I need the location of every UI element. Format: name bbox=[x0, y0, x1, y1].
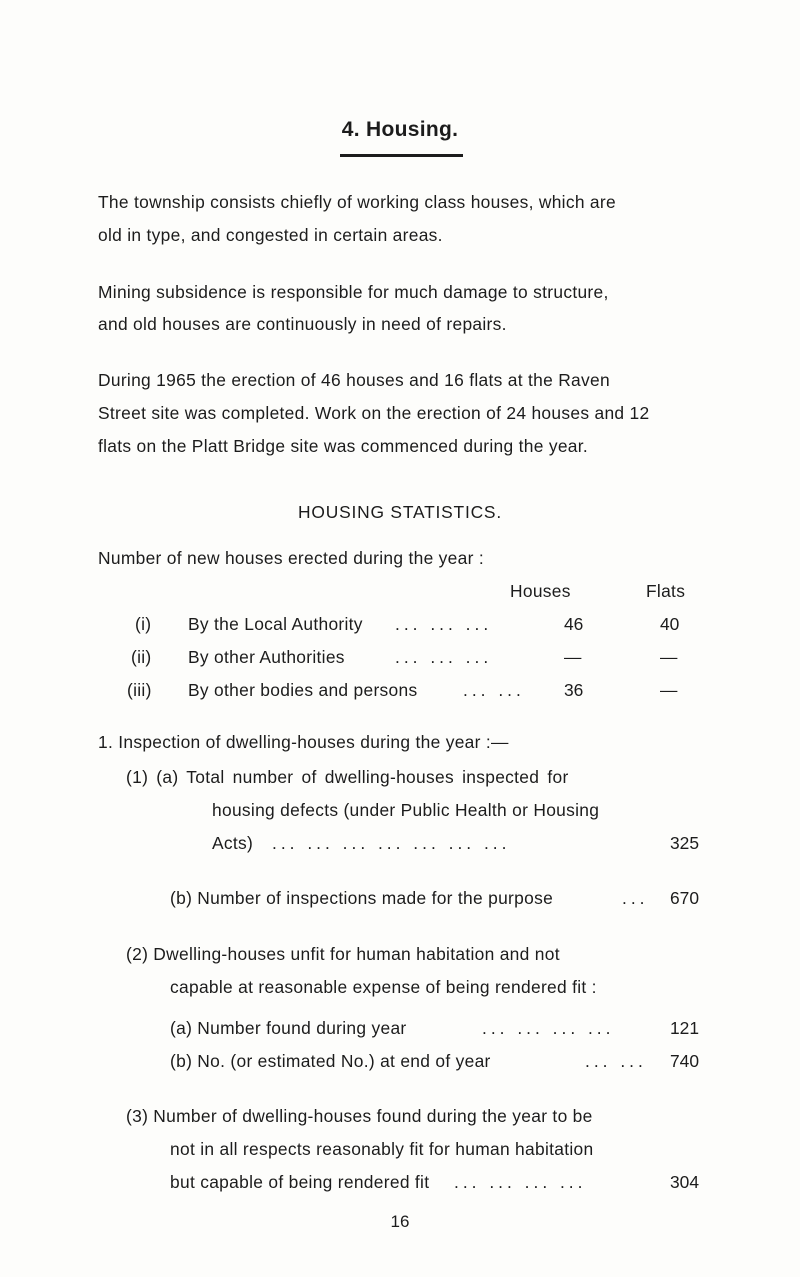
dot-leader: ... ... ... ... bbox=[454, 1172, 587, 1192]
paragraph-3-line-1: During 1965 the erection of 46 houses and 16 flats at the Raven bbox=[98, 370, 610, 390]
item-1a-line-2: housing defects (under Public Health or Housing bbox=[212, 800, 600, 820]
item-2-line-2: capable at reasonable expense of being rendered fit : bbox=[170, 977, 597, 997]
dot-leader: ... bbox=[622, 888, 649, 908]
row-number: (ii) bbox=[131, 647, 152, 667]
item-1a-line-1: (1) (a) Total number of dwelling-houses inspected for bbox=[126, 767, 569, 787]
item-1b-value: 670 bbox=[670, 888, 700, 908]
item-2b-value: 740 bbox=[670, 1051, 700, 1071]
row-number: (iii) bbox=[127, 680, 152, 700]
paragraph-3-line-3: flats on the Platt Bridge site was commenced during the year. bbox=[98, 436, 589, 456]
column-header-flats: Flats bbox=[646, 581, 686, 601]
item-2a-value: 121 bbox=[670, 1018, 700, 1038]
houses-value: 36 bbox=[564, 680, 584, 700]
houses-value: — bbox=[564, 647, 582, 667]
item-1a-value: 325 bbox=[670, 833, 700, 853]
item-1a-line-3: Acts) bbox=[212, 833, 254, 853]
section-heading: 4. Housing. bbox=[341, 118, 459, 141]
row-label: By other Authorities bbox=[188, 647, 345, 667]
statistics-intro: Number of new houses erected during the year : bbox=[98, 548, 484, 568]
dot-leader: ... ... ... bbox=[395, 614, 493, 634]
row-label: By other bodies and persons bbox=[188, 680, 418, 700]
flats-value: 40 bbox=[660, 614, 680, 634]
paragraph-1-line-1: The township consists chiefly of working class houses, which are bbox=[98, 192, 616, 212]
item-3-value: 304 bbox=[670, 1172, 700, 1192]
item-2-line-1: (2) Dwelling-houses unfit for human habitation and not bbox=[126, 944, 560, 964]
item-2b-text: (b) No. (or estimated No.) at end of year bbox=[170, 1051, 491, 1071]
dot-leader: ... ... bbox=[585, 1051, 647, 1071]
flats-value: — bbox=[660, 680, 678, 700]
houses-value: 46 bbox=[564, 614, 584, 634]
item-2a-text: (a) Number found during year bbox=[170, 1018, 407, 1038]
page-number: 16 bbox=[390, 1212, 410, 1231]
row-label: By the Local Authority bbox=[188, 614, 363, 634]
dot-leader: ... ... ... bbox=[395, 647, 493, 667]
dot-leader: ... ... ... ... ... ... ... bbox=[272, 833, 511, 853]
statistics-title: HOUSING STATISTICS. bbox=[298, 502, 502, 522]
dot-leader: ... ... ... ... bbox=[482, 1018, 615, 1038]
paragraph-2-line-1: Mining subsidence is responsible for much damage to structure, bbox=[98, 282, 609, 302]
inspection-title: 1. Inspection of dwelling-houses during the year :— bbox=[98, 732, 509, 752]
paragraph-2-line-2: and old houses are continuously in need of repairs. bbox=[98, 314, 507, 334]
item-3-line-1: (3) Number of dwelling-houses found during the year to be bbox=[126, 1106, 593, 1126]
item-1b-text: (b) Number of inspections made for the purpose bbox=[170, 888, 554, 908]
heading-underline bbox=[340, 154, 463, 157]
flats-value: — bbox=[660, 647, 678, 667]
dot-leader: ... ... bbox=[463, 680, 525, 700]
paragraph-1-line-2: old in type, and congested in certain areas. bbox=[98, 225, 443, 245]
item-3-line-2: not in all respects reasonably fit for human habitation bbox=[170, 1139, 594, 1159]
paragraph-3-line-2: Street site was completed. Work on the erection of 24 houses and 12 bbox=[98, 403, 650, 423]
item-3-line-3: but capable of being rendered fit bbox=[170, 1172, 430, 1192]
row-number: (i) bbox=[135, 614, 152, 634]
column-header-houses: Houses bbox=[510, 581, 571, 601]
